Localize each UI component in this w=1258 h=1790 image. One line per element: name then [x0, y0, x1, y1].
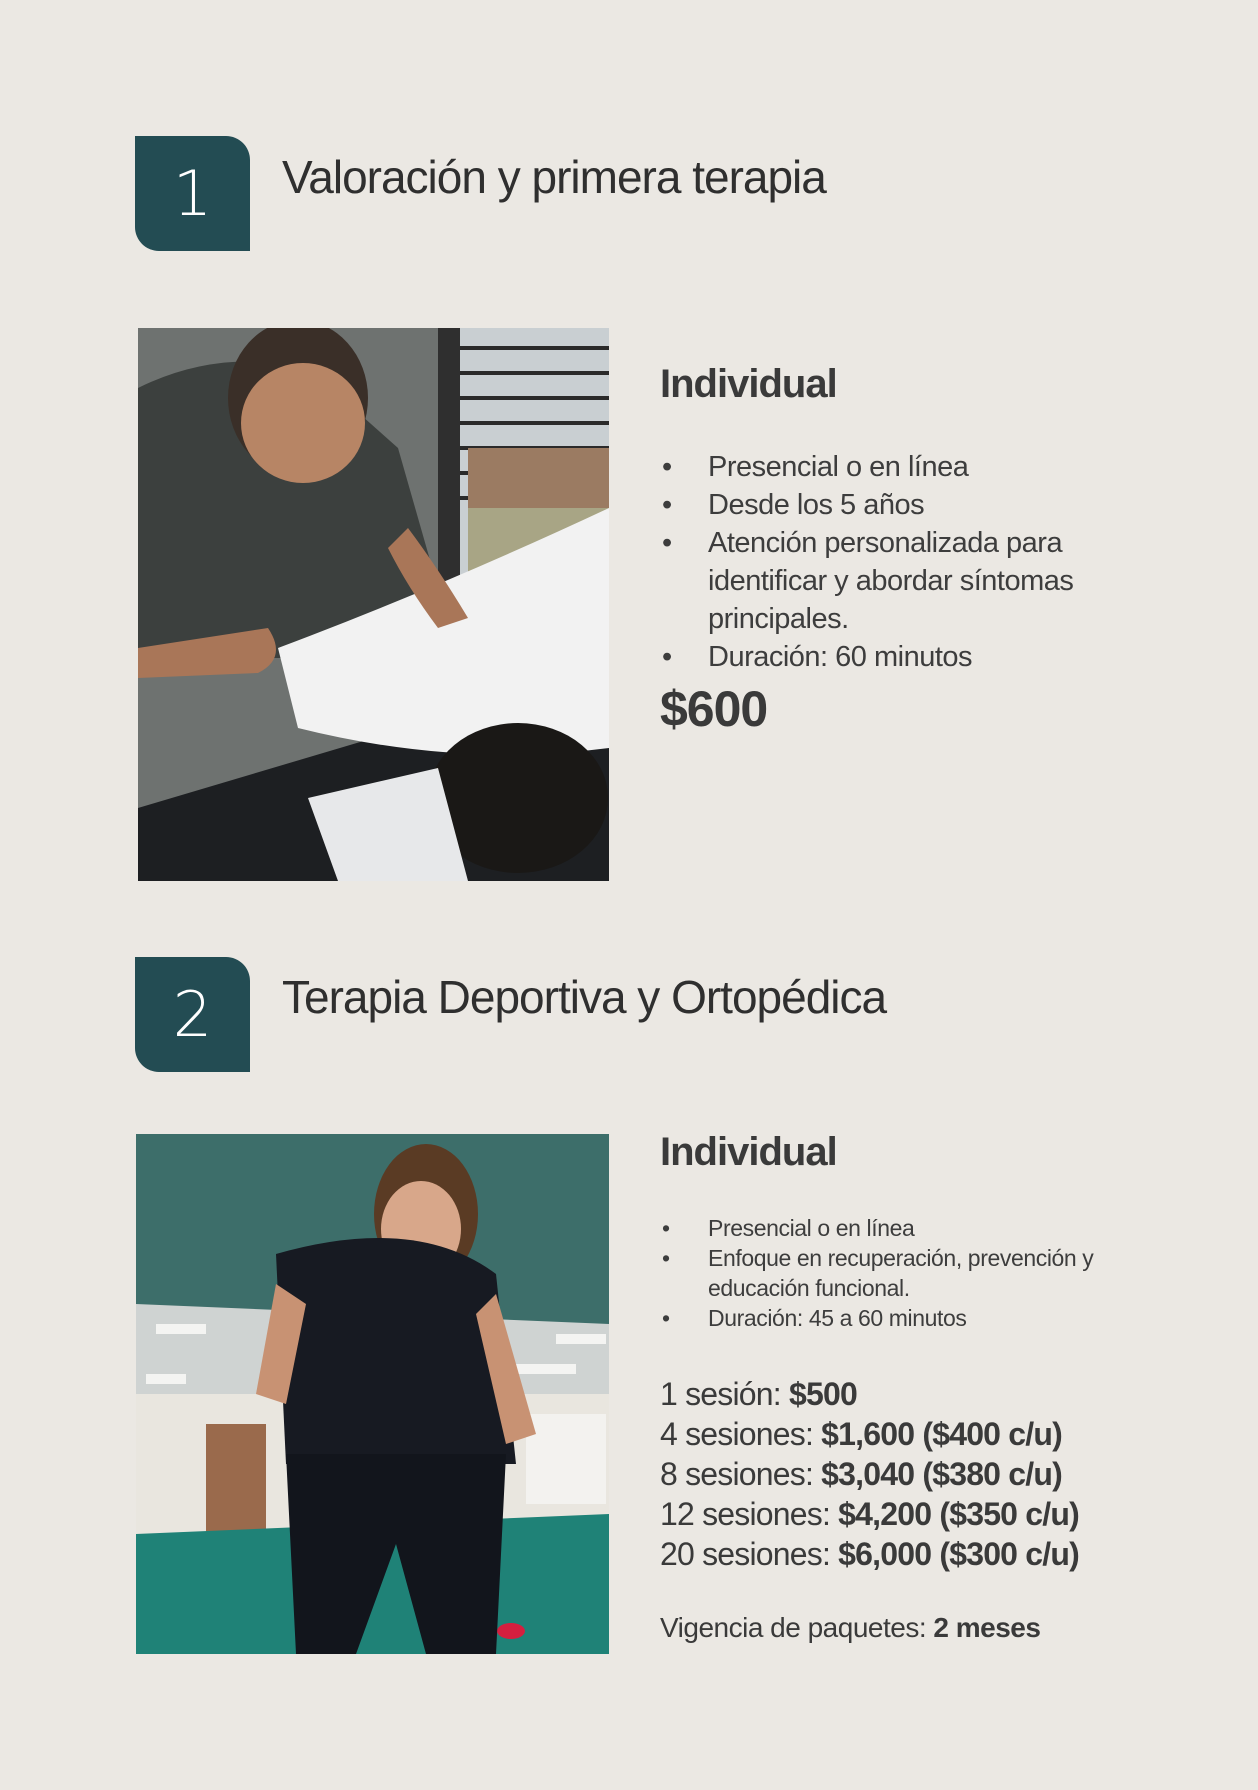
price: $600 [660, 681, 768, 737]
therapy-photo-shoulder [138, 328, 609, 881]
section-number-badge [135, 136, 250, 251]
price-label: 8 sesiones: [660, 1456, 814, 1492]
section-subtitle: Individual [660, 1130, 837, 1174]
section-title: Valoración y primera terapia [282, 151, 826, 203]
price-row [660, 1454, 1079, 1494]
therapy-photo-sports [136, 1134, 609, 1654]
price-label: 4 sesiones: [660, 1416, 814, 1452]
feature-list [660, 448, 1180, 676]
section-number-badge [135, 957, 250, 1072]
list-item: • Enfoque en recuperación, prevención y educación funcional. [660, 1243, 1180, 1303]
package-validity [660, 1612, 1040, 1644]
price-value: $3,040 ($380 c/u) [821, 1456, 1062, 1492]
price-list [660, 1374, 1079, 1574]
photo-illustration [138, 328, 609, 881]
section-number: 2 [172, 978, 213, 1051]
list-item: • Duración: 60 minutos [660, 638, 1180, 676]
list-item: • Presencial o en línea [660, 1213, 1180, 1243]
list-item: • Presencial o en línea [660, 448, 1180, 486]
price-row [660, 1374, 1079, 1414]
price-row [660, 1494, 1079, 1534]
price-label: 20 sesiones: [660, 1536, 831, 1572]
price-row [660, 1414, 1079, 1454]
validity-value: 2 meses [933, 1612, 1041, 1643]
price-row [660, 1534, 1079, 1574]
section-subtitle: Individual [660, 362, 837, 406]
price-value: $6,000 ($300 c/u) [838, 1536, 1079, 1572]
feature-list [660, 1213, 1180, 1333]
price-label: 12 sesiones: [660, 1496, 831, 1532]
price-value: $500 [788, 1376, 857, 1412]
validity-label: Vigencia de paquetes: [660, 1612, 927, 1643]
section-number: 1 [172, 157, 213, 230]
list-item: • Desde los 5 años [660, 486, 1180, 524]
photo-illustration [136, 1134, 609, 1654]
section-title: Terapia Deportiva y Ortopédica [282, 971, 887, 1023]
price-value: $4,200 ($350 c/u) [838, 1496, 1079, 1532]
list-item: • Duración: 45 a 60 minutos [660, 1303, 1180, 1333]
list-item: • Atención personalizada para identificar y abordar síntomas principales. [660, 524, 1180, 638]
price-value: $1,600 ($400 c/u) [821, 1416, 1062, 1452]
price-label: 1 sesión: [660, 1376, 781, 1412]
